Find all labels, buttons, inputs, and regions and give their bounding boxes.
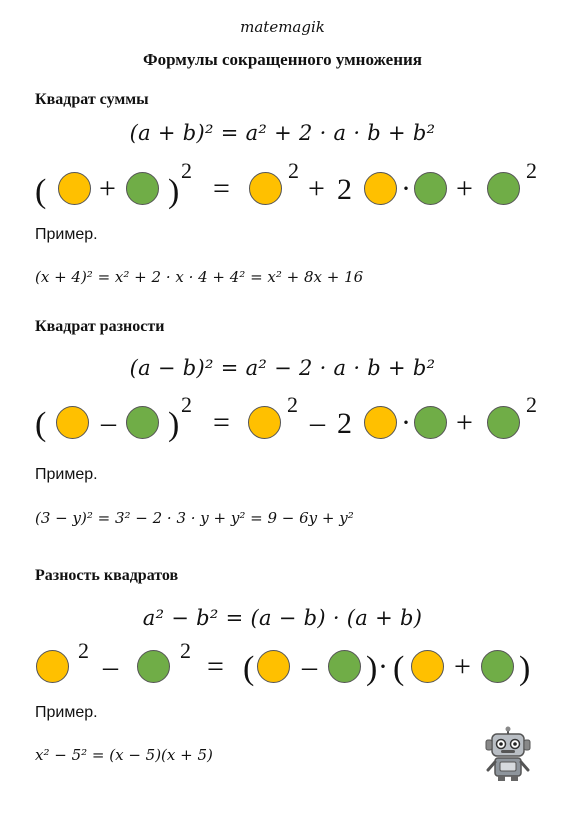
yellow-circle-a [364,406,397,439]
exponent: 2 [526,392,537,417]
open-paren: ( [243,650,255,687]
close-paren: ) [366,650,378,687]
minus-sign: – [302,650,317,683]
section-heading-square-of-difference: Квадрат разности [35,318,165,335]
exponent: 2 [526,158,537,183]
formula-square-of-sum: (a + b)² = a² + 2 · a · b + b² [129,121,436,145]
yellow-circle-a [56,406,89,439]
green-circle-b [481,650,514,683]
plus-sign: + [456,406,473,439]
brand-name: matemagik [240,18,325,36]
yellow-circle-a [364,172,397,205]
plus-sign: + [308,172,325,205]
yellow-circle-a [58,172,91,205]
section-heading-difference-of-squares: Разность квадратов [35,567,179,584]
green-circle-b [487,406,520,439]
exponent: 2 [288,158,299,183]
example-square-of-difference: (3 − y)² = 3² − 2 · 3 · y + y² = 9 − 6y + y² [35,509,354,527]
equals-sign: = [207,650,224,683]
green-circle-b [414,406,447,439]
green-circle-b [328,650,361,683]
minus-sign: – [101,406,116,439]
multiply-dot: · [378,650,388,683]
example-label: Пример. [35,466,98,483]
coefficient-two: 2 [337,173,352,206]
equals-sign: = [213,406,230,439]
example-difference-of-squares: x² − 5² = (x − 5)(x + 5) [35,746,213,764]
example-label: Пример. [35,704,98,721]
yellow-circle-a [411,650,444,683]
close-paren: ) [519,650,531,687]
visual-formula-square-of-difference [0,392,565,450]
coefficient-two: 2 [337,407,352,440]
close-paren: ) [168,406,180,443]
green-circle-b [137,650,170,683]
minus-sign: – [310,406,325,439]
green-circle-b [126,172,159,205]
formula-square-of-difference: (a − b)² = a² − 2 · a · b + b² [129,356,436,380]
page-title: Формулы сокращенного умножения [142,50,422,69]
yellow-circle-a [248,406,281,439]
example-label: Пример. [35,226,98,243]
multiply-dot: · [401,406,411,439]
visual-formula-square-of-sum [0,158,565,216]
visual-formula-difference-of-squares [0,638,565,696]
example-square-of-sum: (x + 4)² = x² + 2 · x · 4 + 4² = x² + 8x + 16 [35,268,364,286]
green-circle-b [487,172,520,205]
open-paren: ( [393,650,405,687]
exponent: 2 [287,392,298,417]
exponent: 2 [180,638,191,663]
plus-sign: + [99,172,116,205]
multiply-dot: · [401,172,411,205]
minus-sign: – [103,650,118,683]
exponent: 2 [181,392,192,417]
plus-sign: + [456,172,473,205]
open-paren: ( [35,406,47,443]
formula-difference-of-squares: a² − b² = (a − b) · (a + b) [142,606,423,630]
section-heading-square-of-sum: Квадрат суммы [35,91,149,108]
equals-sign: = [213,172,230,205]
exponent: 2 [181,158,192,183]
exponent: 2 [78,638,89,663]
open-paren: ( [35,173,47,210]
robot-icon [483,726,533,782]
yellow-circle-a [36,650,69,683]
close-paren: ) [168,173,180,210]
plus-sign: + [454,650,471,683]
yellow-circle-a [249,172,282,205]
green-circle-b [414,172,447,205]
yellow-circle-a [257,650,290,683]
green-circle-b [126,406,159,439]
